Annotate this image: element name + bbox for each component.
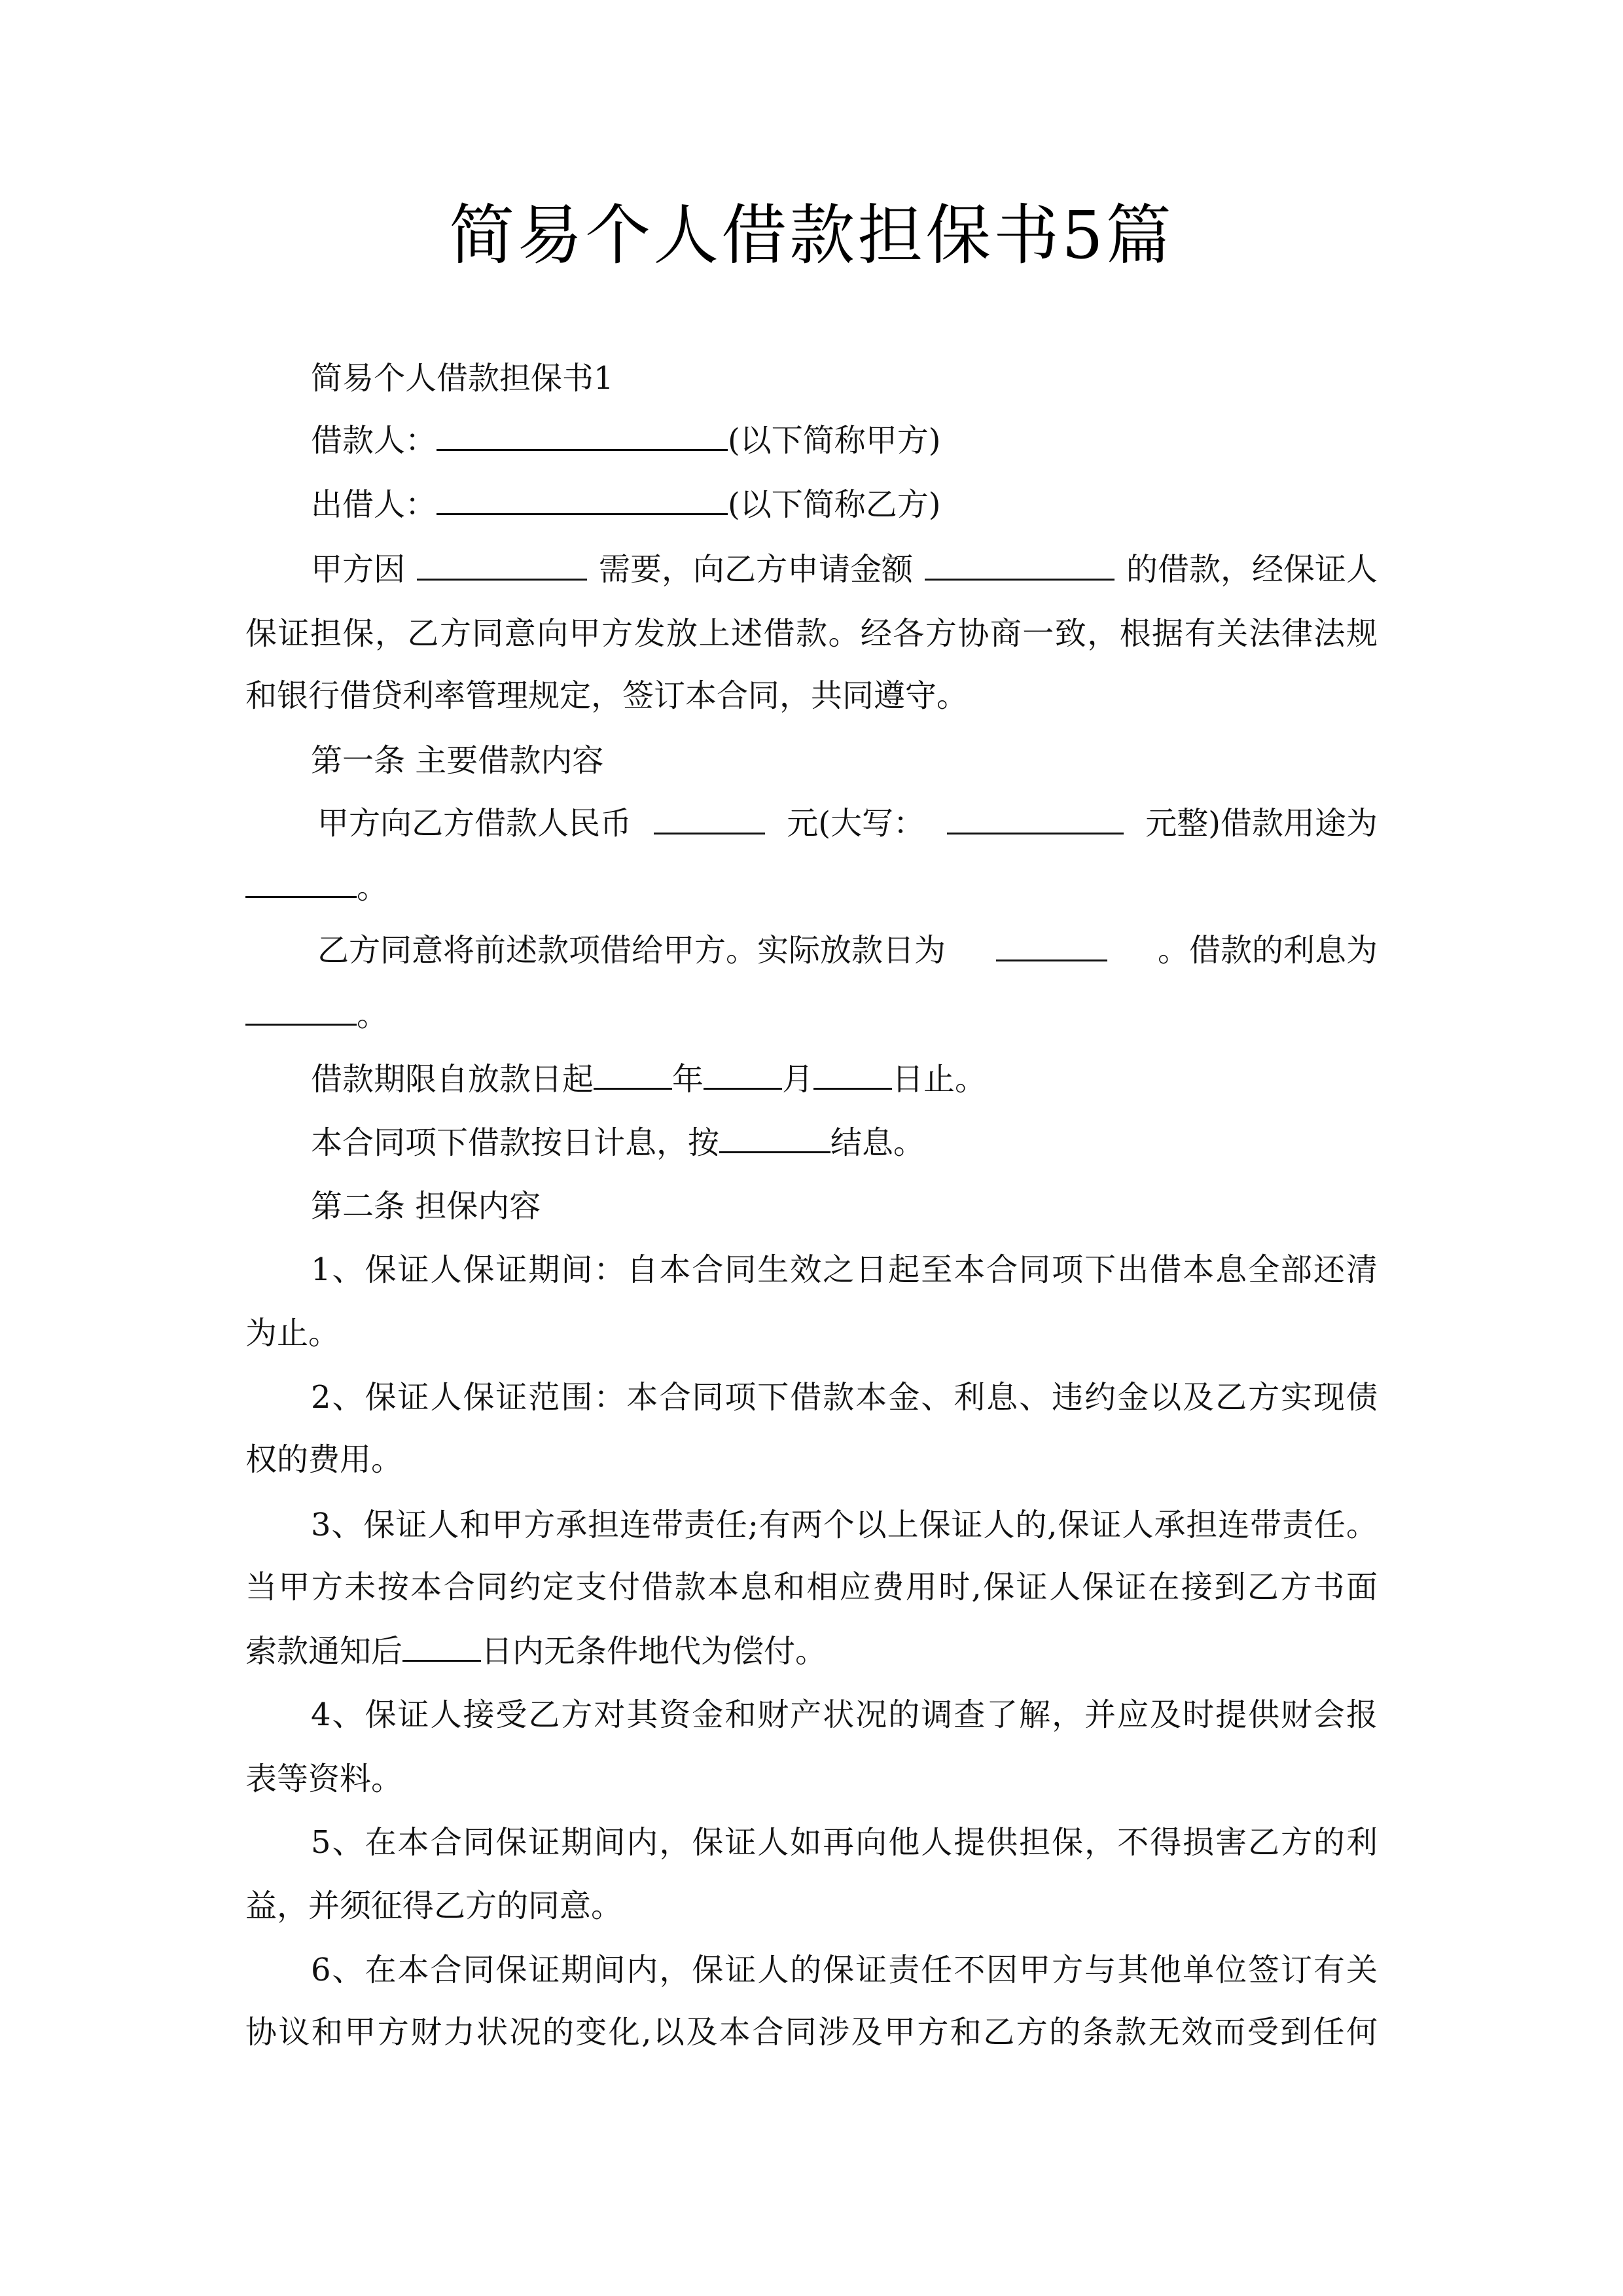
article2-item6: 6、在本合同保证期间内，保证人的保证责任不因甲方与其他单位签订有关 — [311, 1952, 1378, 1988]
text: 月 — [782, 1061, 814, 1098]
month-blank[interactable] — [704, 1059, 782, 1090]
article1-p2-cont — [245, 995, 388, 1035]
text: 。借款的利息为 — [1157, 932, 1378, 969]
rmb-amount-blank[interactable] — [654, 804, 765, 834]
article1-p1 — [317, 804, 1378, 843]
article2-item4-cont: 表等资料。 — [245, 1761, 403, 1797]
text: 元整)借款用途为 — [1145, 805, 1378, 842]
text: 。 — [357, 997, 389, 1033]
article2-item1-cont: 为止。 — [245, 1315, 340, 1352]
lender-label: 出借人： — [311, 486, 437, 523]
article2-item5: 5、在本合同保证期间内，保证人如再向他人提供担保，不得损害乙方的利 — [311, 1824, 1378, 1861]
article2-item4: 4、保证人接受乙方对其资金和财产状况的调查了解，并应及时提供财会报 — [311, 1696, 1378, 1733]
day-blank[interactable] — [813, 1059, 892, 1090]
article1-heading: 第一条 主要借款内容 — [311, 742, 604, 779]
text: 甲方向乙方借款人民币 — [317, 805, 632, 842]
release-date-blank[interactable] — [996, 931, 1107, 961]
text: 年 — [672, 1061, 704, 1098]
text: 乙方同意将前述款项借给甲方。实际放款日为 — [317, 932, 946, 969]
article2-heading: 第二条 担保内容 — [311, 1188, 541, 1225]
reason-blank[interactable] — [417, 550, 587, 581]
amount-blank[interactable] — [925, 550, 1115, 581]
year-blank[interactable] — [594, 1059, 672, 1090]
purpose-blank[interactable] — [245, 867, 357, 898]
text: 。 — [357, 869, 389, 906]
text: 元(大写： — [787, 805, 925, 842]
borrower-suffix: (以下简称甲方) — [728, 422, 941, 459]
interest-blank[interactable] — [245, 995, 357, 1026]
text: 日止。 — [892, 1061, 987, 1098]
text: 借款期限自放款日起 — [311, 1061, 594, 1098]
article2-item5-cont: 益，并须征得乙方的同意。 — [245, 1888, 623, 1924]
article1-p1-cont — [245, 867, 388, 907]
article2-item1: 1、保证人保证期间：自本合同生效之日起至本合同项下出借本息全部还清 — [311, 1251, 1378, 1288]
lender-suffix: (以下简称乙方) — [728, 486, 941, 523]
lender-blank[interactable] — [437, 484, 728, 515]
article2-item6-cont: 协议和甲方财力状况的变化,以及本合同涉及甲方和乙方的条款无效而受到任何 — [245, 2014, 1378, 2051]
article2-item2: 2、保证人保证范围：本合同项下借款本金、利息、违约金以及乙方实现债 — [311, 1379, 1378, 1416]
intro-line-2: 保证担保，乙方同意向甲方发放上述借款。经各方协商一致，根据有关法律法规 — [245, 615, 1378, 652]
amount-uppercase-blank[interactable] — [947, 804, 1124, 834]
text: 结息。 — [830, 1124, 925, 1161]
text: 甲方因 — [311, 551, 406, 588]
borrower-label: 借款人： — [311, 422, 437, 459]
borrower-line — [311, 420, 940, 460]
lender-line — [311, 484, 940, 524]
text: 需要，向乙方申请金额 — [598, 551, 913, 588]
text: 日内无条件地代为偿付。 — [481, 1633, 827, 1670]
article1-p2 — [317, 931, 1378, 970]
section-heading: 简易个人借款担保书1 — [311, 360, 614, 397]
article2-item3: 3、保证人和甲方承担连带责任;有两个以上保证人的,保证人承担连带责任。 — [311, 1507, 1378, 1543]
intro-line-1 — [311, 550, 1378, 589]
text: 的借款，经保证人 — [1126, 551, 1378, 588]
article2-item3-cont2 — [245, 1631, 827, 1671]
article1-p4 — [311, 1122, 925, 1162]
borrower-blank[interactable] — [437, 420, 728, 451]
text: 索款通知后 — [245, 1633, 403, 1670]
article1-p3 — [311, 1059, 986, 1099]
settlement-blank[interactable] — [719, 1122, 830, 1153]
article2-item2-cont: 权的费用。 — [245, 1441, 403, 1478]
text: 本合同项下借款按日计息，按 — [311, 1124, 720, 1161]
article2-item3-cont1: 当甲方未按本合同约定支付借款本息和相应费用时,保证人保证在接到乙方书面 — [245, 1569, 1378, 1605]
days-blank[interactable] — [402, 1631, 481, 1662]
document-title: 简易个人借款担保书5篇 — [449, 197, 1174, 274]
intro-line-3: 和银行借贷利率管理规定，签订本合同，共同遵守。 — [245, 677, 969, 714]
